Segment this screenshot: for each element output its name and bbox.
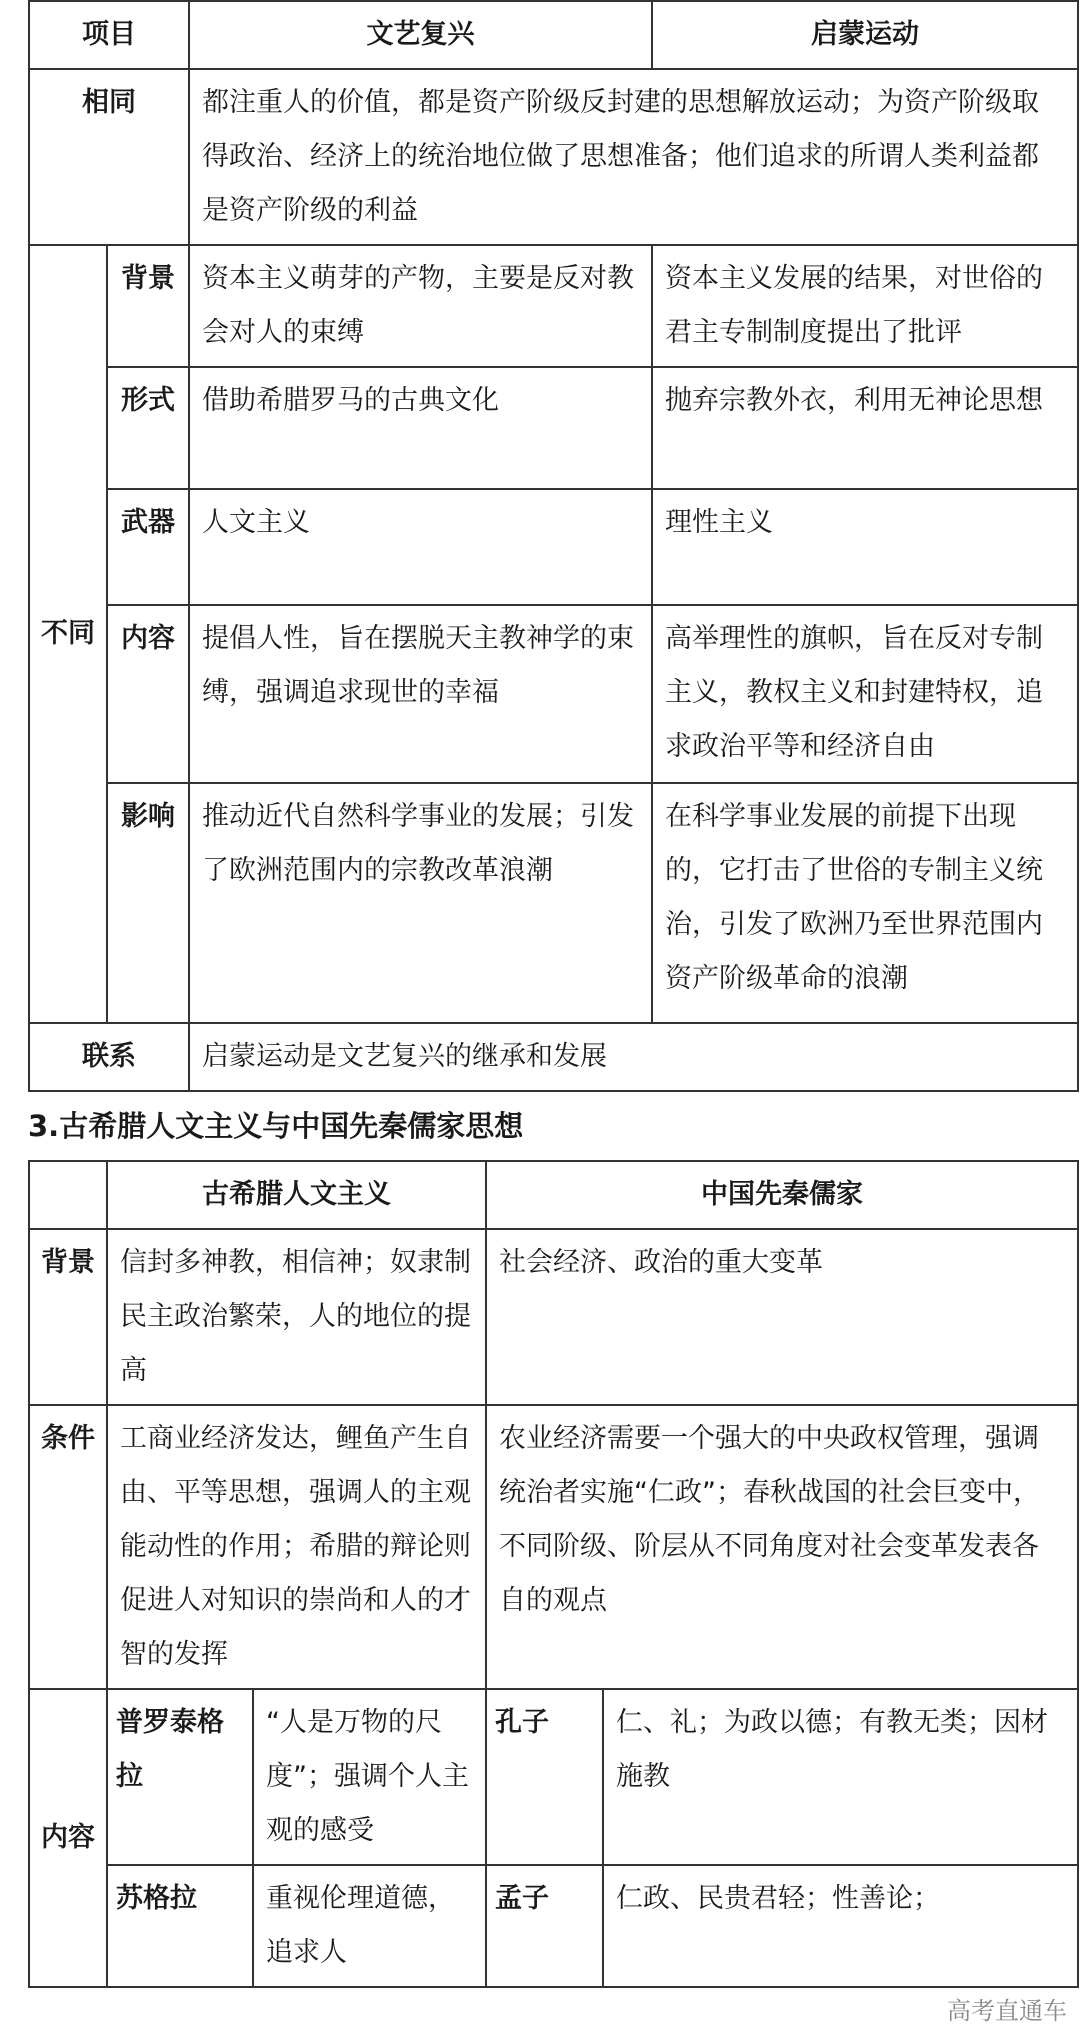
person-name: 普罗泰格拉 bbox=[107, 1689, 253, 1865]
renaissance-enlightenment-table bbox=[28, 0, 1079, 1092]
table-row bbox=[29, 367, 1078, 489]
header-enlightenment: 启蒙运动 bbox=[652, 1, 1078, 69]
row-label: 内容 bbox=[29, 1689, 107, 1987]
table-header-row bbox=[29, 1, 1078, 69]
row-label: 内容 bbox=[107, 605, 189, 783]
section-heading: 3.古希腊人文主义与中国先秦儒家思想 bbox=[28, 1109, 524, 1143]
row-label: 条件 bbox=[29, 1405, 107, 1689]
row-label: 影响 bbox=[107, 783, 189, 1023]
table-row bbox=[29, 1689, 1078, 1865]
table-row bbox=[29, 1405, 1078, 1689]
row-label: 形式 bbox=[107, 367, 189, 489]
table-row bbox=[29, 605, 1078, 783]
person-name: 孟子 bbox=[486, 1865, 603, 1987]
cell: 高举理性的旗帜，旨在反对专制主义，教权主义和封建特权，追求政治平等和经济自由 bbox=[652, 605, 1078, 783]
cell-same: 都注重人的价值，都是资产阶级反封建的思想解放运动；为资产阶级取得政治、经济上的统治地位做了思想准备；他们追求的所谓人类利益都是资产阶级的利益 bbox=[189, 69, 1078, 245]
table-row-same bbox=[29, 69, 1078, 245]
humanism-confucianism-table bbox=[28, 1160, 1079, 1988]
cell: 农业经济需要一个强大的中央政权管理，强调统治者实施“仁政”；春秋战国的社会巨变中，不同阶级、阶层从不同角度对社会变革发表各自的观点 bbox=[486, 1405, 1078, 1689]
header-item: 项目 bbox=[29, 1, 189, 69]
table-header-row bbox=[29, 1161, 1078, 1229]
cell-link: 启蒙运动是文艺复兴的继承和发展 bbox=[189, 1023, 1078, 1091]
row-label: 联系 bbox=[29, 1023, 189, 1091]
cell: 资本主义发展的结果，对世俗的君主专制制度提出了批评 bbox=[652, 245, 1078, 367]
watermark: 高考直通车 bbox=[947, 1997, 1067, 2025]
cell: 仁政、民贵君轻；性善论； bbox=[603, 1865, 1078, 1987]
header-greek-humanism: 古希腊人文主义 bbox=[107, 1161, 486, 1229]
cell: 信封多神教，相信神；奴隶制民主政治繁荣，人的地位的提高 bbox=[107, 1229, 486, 1405]
cell: 提倡人性，旨在摆脱天主教神学的束缚，强调追求现世的幸福 bbox=[189, 605, 652, 783]
cell: 在科学事业发展的前提下出现的，它打击了世俗的专制主义统治，引发了欧洲乃至世界范围内资产阶级革命的浪潮 bbox=[652, 783, 1078, 1023]
row-label: 武器 bbox=[107, 489, 189, 605]
cell: 社会经济、政治的重大变革 bbox=[486, 1229, 1078, 1405]
table-row bbox=[29, 1229, 1078, 1405]
person-name: 苏格拉 bbox=[107, 1865, 253, 1987]
table-row-link bbox=[29, 1023, 1078, 1091]
header-confucianism: 中国先秦儒家 bbox=[486, 1161, 1078, 1229]
cell: 理性主义 bbox=[652, 489, 1078, 605]
cell: 重视伦理道德，追求人 bbox=[253, 1865, 486, 1987]
row-label: 相同 bbox=[29, 69, 189, 245]
cell: 抛弃宗教外衣，利用无神论思想 bbox=[652, 367, 1078, 489]
row-label: 背景 bbox=[107, 245, 189, 367]
table-row bbox=[29, 783, 1078, 1023]
cell: 工商业经济发达，鲤鱼产生自由、平等思想，强调人的主观能动性的作用；希腊的辩论则促进人对知识的崇尚和人的才智的发挥 bbox=[107, 1405, 486, 1689]
row-label: 背景 bbox=[29, 1229, 107, 1405]
cell: “人是万物的尺度”；强调个人主观的感受 bbox=[253, 1689, 486, 1865]
cell: 仁、礼；为政以德；有教无类；因材施教 bbox=[603, 1689, 1078, 1865]
cell: 借助希腊罗马的古典文化 bbox=[189, 367, 652, 489]
person-name: 孔子 bbox=[486, 1689, 603, 1865]
row-label-diff: 不同 bbox=[29, 245, 107, 1023]
table-row bbox=[29, 1865, 1078, 1987]
cell: 资本主义萌芽的产物，主要是反对教会对人的束缚 bbox=[189, 245, 652, 367]
table-row bbox=[29, 245, 1078, 367]
cell: 推动近代自然科学事业的发展；引发了欧洲范围内的宗教改革浪潮 bbox=[189, 783, 652, 1023]
header-renaissance: 文艺复兴 bbox=[189, 1, 652, 69]
table-row bbox=[29, 489, 1078, 605]
header-empty bbox=[29, 1161, 107, 1229]
cell: 人文主义 bbox=[189, 489, 652, 605]
